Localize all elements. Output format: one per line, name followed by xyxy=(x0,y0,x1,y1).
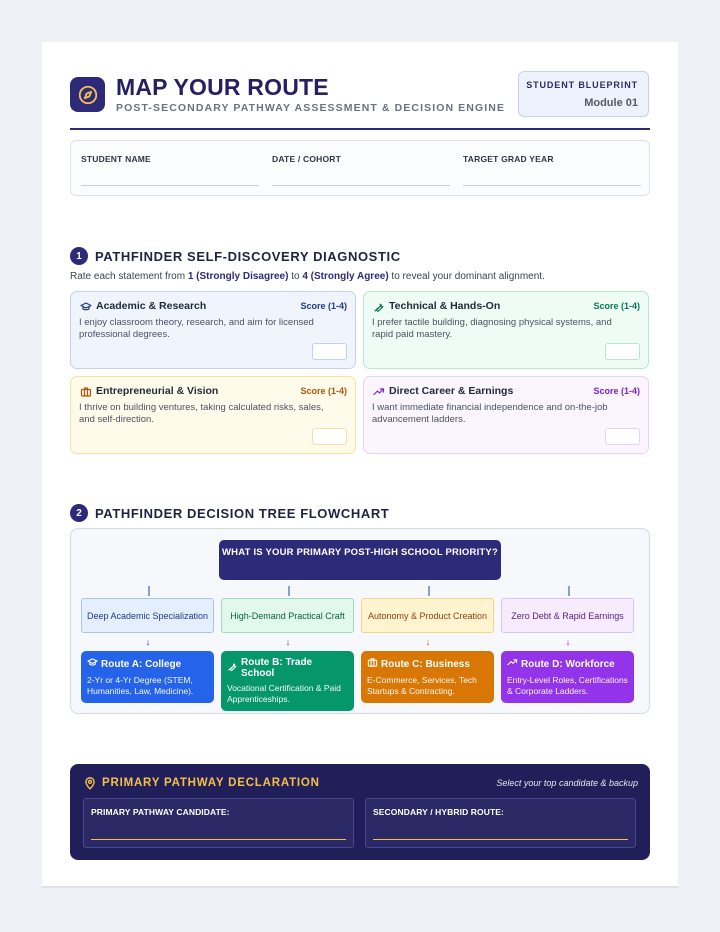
wrench-icon xyxy=(373,301,385,313)
graduation-cap-icon xyxy=(87,657,98,671)
branch-autonomy: Autonomy & Product Creation xyxy=(361,598,494,633)
route-a-card xyxy=(81,651,214,703)
header-divider xyxy=(70,128,650,130)
route-c-card xyxy=(361,651,494,703)
route-b-description: Vocational Certification & Paid Apprenticeships. xyxy=(227,683,341,704)
wrench-icon xyxy=(227,661,238,675)
secondary-route-label: SECONDARY / HYBRID ROUTE: xyxy=(373,807,504,817)
date-cohort-field[interactable] xyxy=(272,154,450,186)
branch-practical-craft: High-Demand Practical Craft xyxy=(221,598,354,633)
diagnostic-card-academic xyxy=(70,291,356,369)
route-c-title: Route C: Business xyxy=(381,658,470,670)
student-name-label: STUDENT NAME xyxy=(81,154,151,164)
module-badge-label: STUDENT BLUEPRINT xyxy=(526,80,638,90)
primary-pathway-line xyxy=(91,839,346,840)
card-title: Technical & Hands-On xyxy=(389,300,501,312)
target-grad-year-field[interactable] xyxy=(463,154,641,186)
section-2-number: 2 xyxy=(70,504,88,522)
branch-connector xyxy=(288,586,290,596)
secondary-route-line xyxy=(373,839,628,840)
score-input[interactable] xyxy=(605,428,640,445)
target-grad-year-line xyxy=(463,185,641,186)
route-b-card xyxy=(221,651,354,711)
down-arrow-icon: ↓ xyxy=(565,637,571,647)
card-score-label: Score (1-4) xyxy=(593,301,640,311)
decision-tree-flowchart xyxy=(70,528,650,714)
briefcase-icon xyxy=(80,386,92,398)
student-name-line xyxy=(81,185,259,186)
diagnostic-card-entrepreneurial xyxy=(70,376,356,454)
diagnostic-card-technical xyxy=(363,291,649,369)
graduation-cap-icon xyxy=(80,301,92,313)
down-arrow-icon: ↓ xyxy=(145,637,151,647)
worksheet-page xyxy=(42,42,678,888)
route-a-title: Route A: College xyxy=(101,658,182,670)
card-title: Entrepreneurial & Vision xyxy=(96,385,219,397)
section-1-instructions: Rate each statement from 1 (Strongly Disagree) to 4 (Strongly Agree) to reveal your dominant alignment. xyxy=(70,271,545,282)
route-a-description: 2-Yr or 4-Yr Degree (STEM, Humanities, Law, Medicine). xyxy=(87,675,194,696)
section-2-title: PATHFINDER DECISION TREE FLOWCHART xyxy=(95,506,390,521)
primary-pathway-field[interactable] xyxy=(83,798,354,848)
card-statement: I enjoy classroom theory, research, and aim for licensed professional degrees. xyxy=(79,317,314,340)
date-cohort-label: DATE / COHORT xyxy=(272,154,342,164)
primary-pathway-label: PRIMARY PATHWAY CANDIDATE: xyxy=(91,807,230,817)
down-arrow-icon: ↓ xyxy=(425,637,431,647)
map-pin-icon xyxy=(83,776,97,795)
route-c-description: E-Commerce, Services, Tech Startups & Contracting. xyxy=(367,675,477,696)
card-statement: I want immediate financial independence and on-the-job advancement ladders. xyxy=(372,402,608,425)
page-subtitle: POST-SECONDARY PATHWAY ASSESSMENT & DECISION ENGINE xyxy=(116,102,506,114)
module-badge xyxy=(518,71,649,117)
briefcase-icon xyxy=(367,657,378,671)
trending-up-icon xyxy=(507,657,518,671)
card-statement: I thrive on building ventures, taking calculated risks, sales, and self-direction. xyxy=(79,402,324,425)
page-title: MAP YOUR ROUTE xyxy=(116,74,329,100)
card-statement: I prefer tactile building, diagnosing physical systems, and rapid paid mastery. xyxy=(372,317,612,340)
branch-connector xyxy=(428,586,430,596)
route-b-title: Route B: Trade School xyxy=(241,657,313,679)
declaration-hint: Select your top candidate & backup xyxy=(496,778,638,788)
route-d-title: Route D: Workforce xyxy=(521,658,615,670)
module-badge-value: Module 01 xyxy=(584,97,638,109)
branch-academic: Deep Academic Specialization xyxy=(81,598,214,633)
branch-zero-debt: Zero Debt & Rapid Earnings xyxy=(501,598,634,633)
target-grad-year-label: TARGET GRAD YEAR xyxy=(463,154,554,164)
card-title: Direct Career & Earnings xyxy=(389,385,514,397)
diagnostic-card-direct-career xyxy=(363,376,649,454)
section-1-title: PATHFINDER SELF-DISCOVERY DIAGNOSTIC xyxy=(95,249,401,264)
student-name-field[interactable] xyxy=(81,154,259,186)
secondary-route-field[interactable] xyxy=(365,798,636,848)
card-score-label: Score (1-4) xyxy=(593,386,640,396)
pathway-declaration-panel xyxy=(70,764,650,860)
section-1-number: 1 xyxy=(70,247,88,265)
score-input[interactable] xyxy=(605,343,640,360)
score-input[interactable] xyxy=(312,428,347,445)
card-title: Academic & Research xyxy=(96,300,207,312)
route-d-card xyxy=(501,651,634,703)
card-score-label: Score (1-4) xyxy=(300,301,347,311)
card-score-label: Score (1-4) xyxy=(300,386,347,396)
branch-connector xyxy=(568,586,570,596)
declaration-title: PRIMARY PATHWAY DECLARATION xyxy=(102,777,320,789)
date-cohort-line xyxy=(272,185,450,186)
down-arrow-icon: ↓ xyxy=(285,637,291,647)
branch-connector xyxy=(148,586,150,596)
student-info-box xyxy=(70,140,650,196)
trending-up-icon xyxy=(373,386,385,398)
flowchart-question: WHAT IS YOUR PRIMARY POST-HIGH SCHOOL PRIORITY? xyxy=(219,540,501,580)
compass-icon xyxy=(70,77,105,112)
route-d-description: Entry-Level Roles, Certifications & Corporate Ladders. xyxy=(507,675,628,696)
score-input[interactable] xyxy=(312,343,347,360)
